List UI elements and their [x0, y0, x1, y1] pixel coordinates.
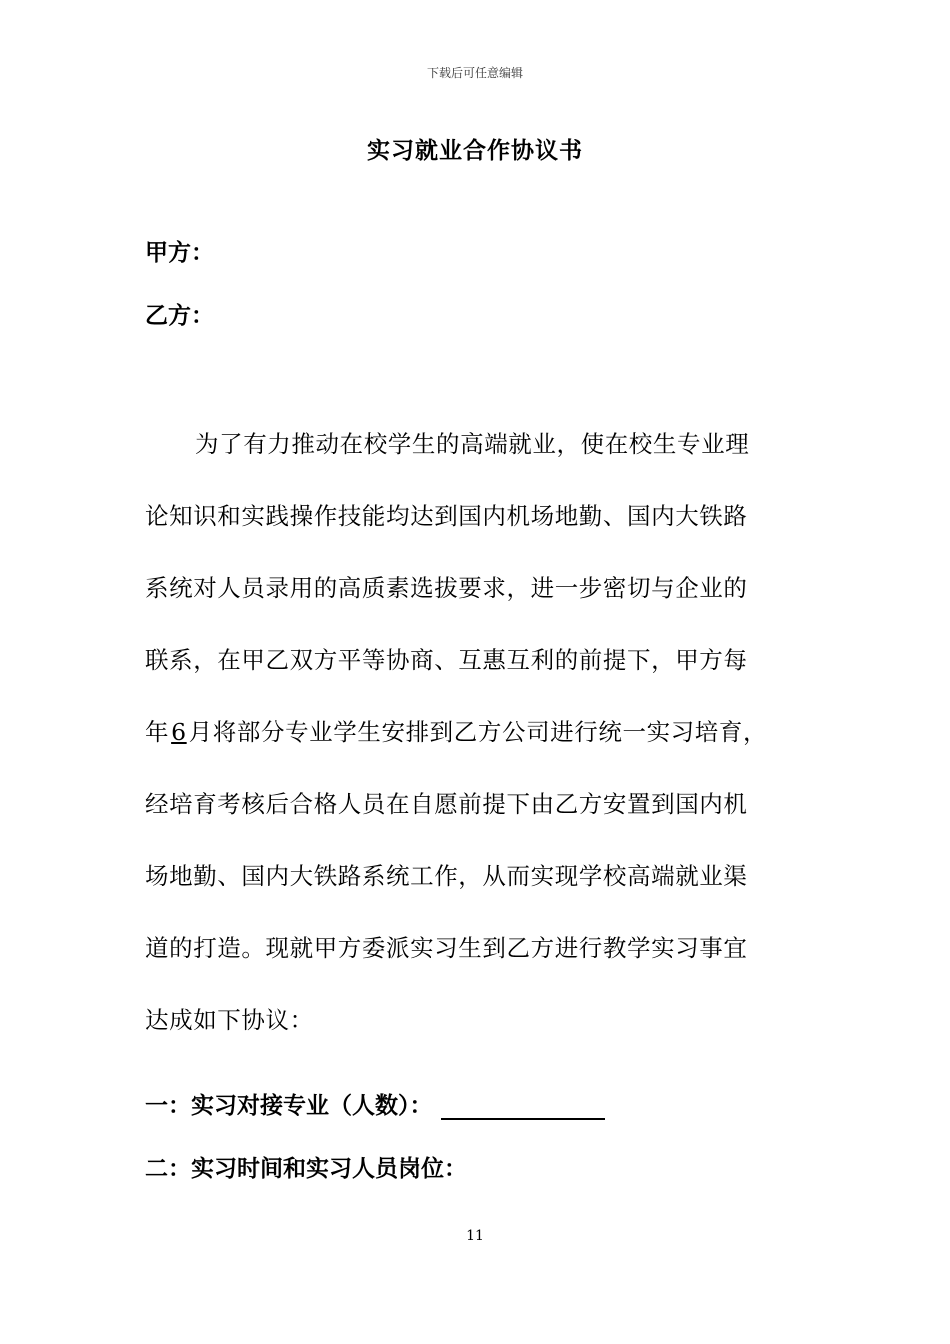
paragraph-text: 年 [145, 718, 170, 746]
paragraph-text: 月将部分专业学生安排到乙方公司进行统一实习培育， [188, 718, 768, 746]
page-number: 11 [466, 1228, 484, 1244]
section-heading-majors [145, 1087, 605, 1120]
party-a-label: 甲方： [145, 240, 214, 266]
document-title: 实习就业合作协议书 [367, 138, 583, 164]
paragraph-line [145, 713, 767, 747]
paragraph-line: 论知识和实践操作技能均达到国内机场地勤、国内大铁路 [145, 502, 748, 530]
header-note: 下载后可任意编辑 [426, 66, 523, 80]
party-b-label: 乙方： [145, 303, 214, 329]
paragraph-line: 系统对人员录用的高质素选拔要求，进一步密切与企业的 [145, 574, 748, 602]
paragraph-line: 道的打造。现就甲方委派实习生到乙方进行教学实习事宜 [145, 934, 748, 962]
paragraph-line: 联系，在甲乙双方平等协商、互惠互利的前提下，甲方每 [145, 646, 748, 674]
paragraph-line: 达成如下协议： [145, 1006, 314, 1034]
section-heading-time-positions: 二：实习时间和实习人员岗位： [145, 1156, 467, 1182]
month-number: 6 [171, 718, 187, 746]
section-heading-text: 一：实习对接专业（人数）： [145, 1093, 433, 1119]
paragraph-line: 为了有力推动在校学生的高端就业，使在校生专业理 [195, 430, 750, 458]
paragraph-line: 经培育考核后合格人员在自愿前提下由乙方安置到国内机 [145, 790, 748, 818]
paragraph-line: 场地勤、国内大铁路系统工作，从而实现学校高端就业渠 [145, 862, 748, 890]
fill-in-blank[interactable] [441, 1096, 605, 1120]
